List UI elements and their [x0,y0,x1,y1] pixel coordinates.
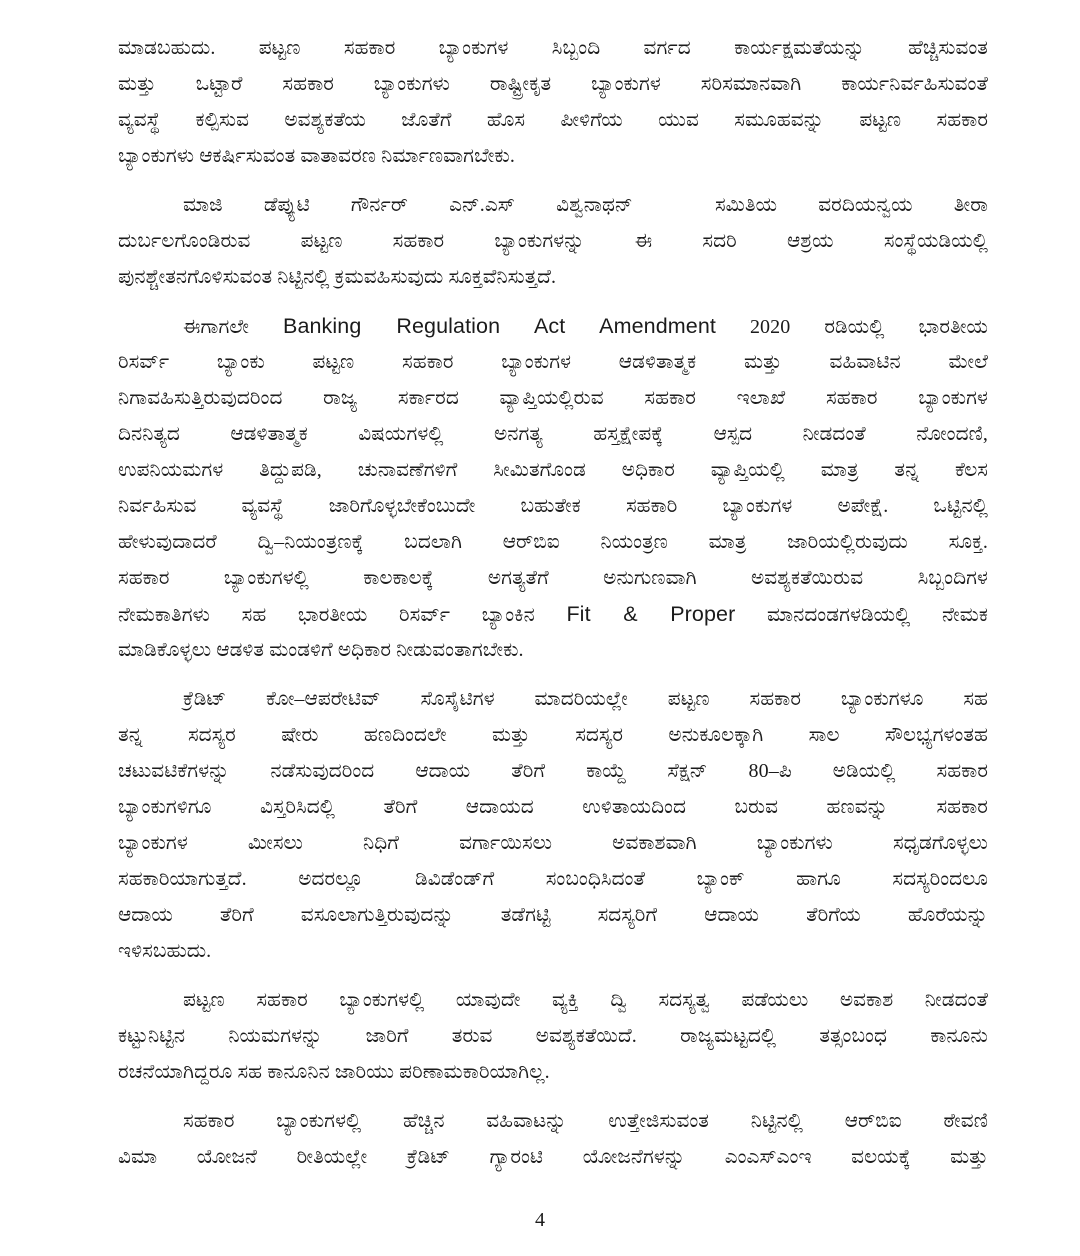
kannada-text-run: ರಿಸರ್ವ್ ಬ್ಯಾಂಕು ಪಟ್ಟಣ ಸಹಕಾರ ಬ್ಯಾಂಕುಗಳ ಆಡಳಿತಾತ್ಮಕ ಮತ್ತು ವಹಿವಾಟಿನ ಮೇಲೆ [118,351,988,373]
paragraph [118,187,988,295]
kannada-text-run: ವ್ಯವಸ್ಥೆ ಕಲ್ಪಿಸುವ ಅವಶ್ಯಕತೆಯ ಜೊತೆಗೆ ಹೊಸ ಪೀಳಿಗೆಯ ಯುವ ಸಮೂಹವನ್ನು ಪಟ್ಟಣ ಸಹಕಾರ [118,109,988,131]
text-line [118,982,988,1018]
paragraph [118,982,988,1090]
document-body [118,30,988,1188]
english-text-run: 80 [748,760,769,782]
kannada-text-run: ಹೇಳುವುದಾದರೆ ದ್ವಿ–ನಿಯಂತ್ರಣಕ್ಕೆ ಬದಲಾಗಿ ಆರ್‌ಬಿಐ ನಿಯಂತ್ರಣ ಮಾತ್ರ ಜಾರಿಯಲ್ಲಿರುವುದು ಸೂಕ್ತ. [118,531,988,553]
english-text-run: 2020 [715,316,825,338]
english-text-run: Fit & Proper [566,602,736,626]
paragraph [118,30,988,174]
kannada-text-run: ಬ್ಯಾಂಕುಗಳ ಮೀಸಲು ನಿಧಿಗೆ ವರ್ಗಾಯಿಸಲು ಅವಕಾಶವಾಗಿ ಬ್ಯಾಂಕುಗಳು ಸಧೃಡಗೊಳ್ಳಲು [118,832,988,854]
text-line [118,825,988,861]
text-line [118,560,988,596]
kannada-text-run: ಮಾನದಂಡಗಳಡಿಯಲ್ಲಿ ನೇಮಕ [735,604,988,626]
text-line [118,524,988,560]
text-line [118,1054,988,1090]
kannada-text-run: ನಿಗಾವಹಿಸುತ್ತಿರುವುದರಿಂದ ರಾಜ್ಯ ಸರ್ಕಾರದ ವ್ಯಾಪ್ತಿಯಲ್ಲಿರುವ ಸಹಕಾರ ಇಲಾಖೆ ಸಹಕಾರ ಬ್ಯಾಂಕುಗಳ [118,387,988,409]
kannada-text-run: ಸಹಕಾರಿಯಾಗುತ್ತದೆ. ಅದರಲ್ಲೂ ಡಿವಿಡೆಂಡ್‌ಗೆ ಸಂಬಂಧಿಸಿದಂತೆ ಬ್ಯಾಂಕ್ ಹಾಗೂ ಸದಸ್ಯರಿಂದಲೂ [118,868,988,890]
paragraph [118,681,988,969]
text-line [118,138,988,174]
text-line [118,452,988,488]
kannada-text-run: ಈಗಾಗಲೇ [183,316,283,338]
kannada-text-run: ಮಾಡಿಕೊಳ್ಳಲು ಆಡಳಿತ ಮಂಡಳಿಗೆ ಅಧಿಕಾರ ನೀಡುವಂತಾಗಬೇಕು. [118,639,524,661]
kannada-text-run: ದುರ್ಬಲಗೊಂಡಿರುವ ಪಟ್ಟಣ ಸಹಕಾರ ಬ್ಯಾಂಕುಗಳನ್ನು ಈ ಸದರಿ ಆಶ್ರಯ ಸಂಸ್ಥೆಯಡಿಯಲ್ಲಿ [118,230,988,252]
kannada-text-run: ಬ್ಯಾಂಕುಗಳಿಗೂ ವಿಸ್ತರಿಸಿದಲ್ಲಿ ತೆರಿಗೆ ಆದಾಯದ ಉಳಿತಾಯದಿಂದ ಬರುವ ಹಣವನ್ನು ಸಹಕಾರ [118,796,988,818]
kannada-text-run: ಚಟುವಟಿಕೆಗಳನ್ನು ನಡೆಸುವುದರಿಂದ ಆದಾಯ ತೆರಿಗೆ ಕಾಯ್ದೆ ಸೆಕ್ಷನ್ [118,760,749,782]
paragraph [118,308,988,668]
text-line [118,681,988,717]
text-line [118,66,988,102]
text-line [118,789,988,825]
kannada-text-run: ಉಪನಿಯಮಗಳ ತಿದ್ದುಪಡಿ, ಚುನಾವಣೆಗಳಿಗೆ ಸೀಮಿತಗೊಂಡ ಅಧಿಕಾರ ವ್ಯಾಪ್ತಿಯಲ್ಲಿ ಮಾತ್ರ ತನ್ನ ಕೆಲಸ [118,459,988,481]
text-line [118,30,988,66]
paragraph [118,1103,988,1175]
kannada-text-run: ಮತ್ತು ಒಟ್ಟಾರೆ ಸಹಕಾರ ಬ್ಯಾಂಕುಗಳು ರಾಷ್ಟ್ರೀಕೃತ ಬ್ಯಾಂಕುಗಳ ಸರಿಸಮಾನವಾಗಿ ಕಾರ್ಯನಿರ್ವಹಿಸುವಂತೆ [118,73,988,95]
text-line [118,344,988,380]
kannada-text-run: ಕ್ರೆಡಿಟ್ ಕೋ–ಆಪರೇಟಿವ್ ಸೊಸೈಟಿಗಳ ಮಾದರಿಯಲ್ಲೇ ಪಟ್ಟಣ ಸಹಕಾರ ಬ್ಯಾಂಕುಗಳೂ ಸಹ [183,688,988,710]
kannada-text-run: ಮಾಜಿ ಡೆಪ್ಯುಟಿ ಗೌರ್ನರ್ ಎನ್.ಎಸ್ ವಿಶ್ವನಾಥನ್ ಸಮಿತಿಯ ವರದಿಯನ್ವಯ ತೀರಾ [183,194,988,216]
kannada-text-run: ನೇಮಕಾತಿಗಳು ಸಹ ಭಾರತೀಯ ರಿಸರ್ವ್ ಬ್ಯಾಂಕಿನ [118,604,567,626]
text-line [118,861,988,897]
text-line [118,596,988,632]
text-line [118,223,988,259]
text-line [118,102,988,138]
kannada-text-run: ಸಹಕಾರ ಬ್ಯಾಂಕುಗಳಲ್ಲಿ ಕಾಲಕಾಲಕ್ಕೆ ಅಗತ್ಯತೆಗೆ ಅನುಗುಣವಾಗಿ ಅವಶ್ಯಕತೆಯಿರುವ ಸಿಬ್ಬಂದಿಗಳ [118,567,988,589]
text-line [118,1139,988,1175]
text-line [118,1018,988,1054]
kannada-text-run: ದಿನನಿತ್ಯದ ಆಡಳಿತಾತ್ಮಕ ವಿಷಯಗಳಲ್ಲಿ ಅನಗತ್ಯ ಹಸ್ತಕ್ಷೇಪಕ್ಕೆ ಆಸ್ಪದ ನೀಡದಂತೆ ನೋಂದಣಿ, [118,423,988,445]
text-line [118,187,988,223]
kannada-text-run: ರಡಿಯಲ್ಲಿ ಭಾರತೀಯ [824,316,988,338]
text-line [118,717,988,753]
kannada-text-run: ತನ್ನ ಸದಸ್ಯರ ಷೇರು ಹಣದಿಂದಲೇ ಮತ್ತು ಸದಸ್ಯರ ಅನುಕೂಲಕ್ಕಾಗಿ ಸಾಲ ಸೌಲಭ್ಯಗಳಂತಹ [118,724,988,746]
kannada-text-run: ಪುನಶ್ಚೇತನಗೊಳಿಸುವಂತ ನಿಟ್ಟಿನಲ್ಲಿ ಕ್ರಮವಹಿಸುವುದು ಸೂಕ್ತವೆನಿಸುತ್ತದೆ. [118,266,557,288]
page-number: 4 [535,1209,545,1231]
text-line [118,753,988,789]
text-line [118,897,988,933]
english-text-run: Banking Regulation Act Amendment [283,314,716,338]
kannada-text-run: ಬ್ಯಾಂಕುಗಳು ಆಕರ್ಷಿಸುವಂತ ವಾತಾವರಣ ನಿರ್ಮಾಣವಾಗಬೇಕು. [118,145,515,167]
text-line [118,488,988,524]
kannada-text-run: –ಪಿ ಅಡಿಯಲ್ಲಿ ಸಹಕಾರ [768,760,988,782]
kannada-text-run: ರಚನೆಯಾಗಿದ್ದರೂ ಸಹ ಕಾನೂನಿನ ಜಾರಿಯು ಪರಿಣಾಮಕಾರಿಯಾಗಿಲ್ಲ. [118,1061,550,1083]
text-line [118,1103,988,1139]
kannada-text-run: ಕಟ್ಟುನಿಟ್ಟಿನ ನಿಯಮಗಳನ್ನು ಜಾರಿಗೆ ತರುವ ಅವಶ್ಯಕತೆಯಿದೆ. ರಾಜ್ಯಮಟ್ಟದಲ್ಲಿ ತತ್ಸಂಬಂಧ ಕಾನೂನು [118,1025,988,1047]
text-line [118,416,988,452]
kannada-text-run: ಸಹಕಾರ ಬ್ಯಾಂಕುಗಳಲ್ಲಿ ಹೆಚ್ಚಿನ ವಹಿವಾಟನ್ನು ಉತ್ತೇಜಿಸುವಂತ ನಿಟ್ಟಿನಲ್ಲಿ ಆರ್‌ಬಿಐ ಠೇವಣಿ [183,1110,988,1132]
kannada-text-run: ನಿರ್ವಹಿಸುವ ವ್ಯವಸ್ಥೆ ಜಾರಿಗೊಳ್ಳಬೇಕೆಂಬುದೇ ಬಹುತೇಕ ಸಹಕಾರಿ ಬ್ಯಾಂಕುಗಳ ಅಪೇಕ್ಷೆ. ಒಟ್ಟಿನಲ್ಲಿ [118,495,988,517]
kannada-text-run: ಮಾಡಬಹುದು. ಪಟ್ಟಣ ಸಹಕಾರ ಬ್ಯಾಂಕುಗಳ ಸಿಬ್ಬಂದಿ ವರ್ಗದ ಕಾರ್ಯಕ್ಷಮತೆಯನ್ನು ಹೆಚ್ಚಿಸುವಂತ [118,37,988,59]
text-line [118,933,988,969]
kannada-text-run: ವಿಮಾ ಯೋಜನೆ ರೀತಿಯಲ್ಲೇ ಕ್ರೆಡಿಟ್ ಗ್ಯಾರಂಟಿ ಯೋಜನೆಗಳನ್ನು ಎಂಎಸ್‌ಎಂಇ ವಲಯಕ್ಕೆ ಮತ್ತು [118,1146,988,1168]
text-line [118,632,988,668]
kannada-text-run: ಪಟ್ಟಣ ಸಹಕಾರ ಬ್ಯಾಂಕುಗಳಲ್ಲಿ ಯಾವುದೇ ವ್ಯಕ್ತಿ ದ್ವಿ ಸದಸ್ಯತ್ವ ಪಡೆಯಲು ಅವಕಾಶ ನೀಡದಂತೆ [183,989,988,1011]
text-line [118,259,988,295]
text-line [118,308,988,344]
kannada-text-run: ಆದಾಯ ತೆರಿಗೆ ವಸೂಲಾಗುತ್ತಿರುವುದನ್ನು ತಡೆಗಟ್ಟಿ ಸದಸ್ಯರಿಗೆ ಆದಾಯ ತೆರಿಗೆಯ ಹೊರೆಯನ್ನು [118,904,988,926]
kannada-text-run: ಇಳಿಸಬಹುದು. [118,940,212,962]
text-line [118,380,988,416]
